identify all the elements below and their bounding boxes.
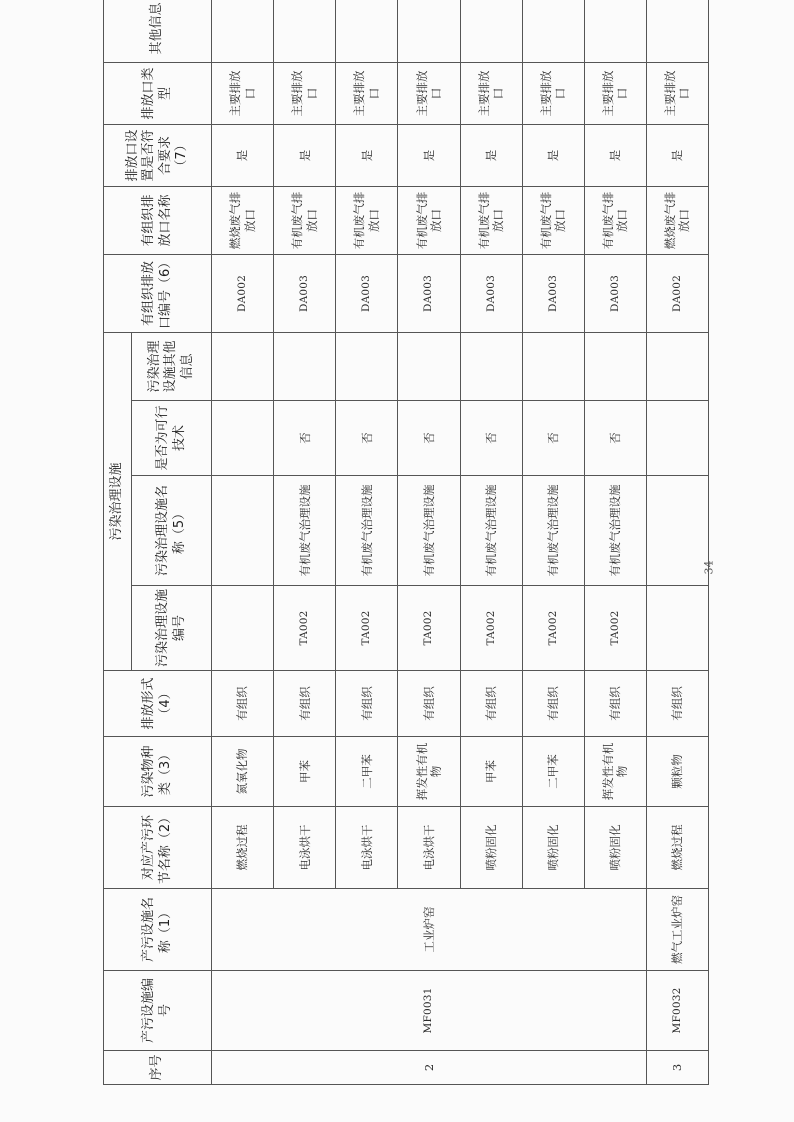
cell-extra xyxy=(274,0,336,62)
cell-treat-name: 有机废气治理设施 xyxy=(460,476,522,586)
header-seq: 序号 xyxy=(104,1051,212,1085)
cell-other-info xyxy=(212,332,274,400)
cell-compliant: 是 xyxy=(584,124,646,186)
cell-outlet-type: 主要排放口 xyxy=(584,62,646,124)
cell-pollutant: 二甲苯 xyxy=(336,737,398,807)
cell-treat-name: 有机废气治理设施 xyxy=(274,476,336,586)
cell-other-info xyxy=(584,332,646,400)
header-feasible: 是否为可行技术 xyxy=(132,401,212,476)
cell-feasible xyxy=(212,401,274,476)
cell-extra xyxy=(460,0,522,62)
cell-form: 有组织 xyxy=(522,671,584,737)
cell-form: 有组织 xyxy=(460,671,522,737)
cell-outlet-code: DA002 xyxy=(212,254,274,332)
cell-stage: 电泳烘干 xyxy=(274,807,336,889)
cell-treat-code: TA002 xyxy=(522,586,584,671)
cell-outlet-name: 燃烧废气排放口 xyxy=(646,186,708,254)
cell-outlet-code: DA003 xyxy=(584,254,646,332)
cell-feasible: 否 xyxy=(584,401,646,476)
header-row-1 xyxy=(104,0,132,1085)
cell-outlet-type: 主要排放口 xyxy=(212,62,274,124)
cell-outlet-code: DA003 xyxy=(398,254,460,332)
cell-feasible: 否 xyxy=(274,401,336,476)
cell-outlet-code: DA003 xyxy=(274,254,336,332)
cell-form: 有组织 xyxy=(646,671,708,737)
cell-pollutant: 二甲苯 xyxy=(522,737,584,807)
cell-form: 有组织 xyxy=(212,671,274,737)
cell-extra xyxy=(584,0,646,62)
table-row xyxy=(646,0,708,1085)
cell-form: 有组织 xyxy=(398,671,460,737)
header-facility-code: 产污设施编号 xyxy=(104,971,212,1051)
cell-compliant: 是 xyxy=(212,124,274,186)
header-outlet-code: 有组织排放口编号（6） xyxy=(104,254,212,332)
cell-feasible: 否 xyxy=(522,401,584,476)
cell-form: 有组织 xyxy=(336,671,398,737)
cell-stage: 电泳烘干 xyxy=(336,807,398,889)
cell-outlet-type: 主要排放口 xyxy=(522,62,584,124)
cell-outlet-code: DA003 xyxy=(522,254,584,332)
cell-treat-code: TA002 xyxy=(274,586,336,671)
header-extra: 其他信息 xyxy=(104,0,212,62)
cell-outlet-type: 主要排放口 xyxy=(274,62,336,124)
header-treat-code: 污染治理设施编号 xyxy=(132,586,212,671)
header-form: 排放形式（4） xyxy=(104,671,212,737)
cell-outlet-name: 燃烧废气排放口 xyxy=(212,186,274,254)
cell-stage: 电泳烘干 xyxy=(398,807,460,889)
table-row xyxy=(212,0,274,1085)
cell-outlet-name: 有机废气排放口 xyxy=(522,186,584,254)
cell-treat-name xyxy=(646,476,708,586)
cell-compliant: 是 xyxy=(460,124,522,186)
cell-stage: 喷粉固化 xyxy=(522,807,584,889)
cell-extra xyxy=(522,0,584,62)
cell-treat-name: 有机废气治理设施 xyxy=(336,476,398,586)
page-number: 34 xyxy=(702,560,716,575)
cell-other-info xyxy=(646,332,708,400)
cell-treat-code: TA002 xyxy=(584,586,646,671)
cell-other-info xyxy=(460,332,522,400)
header-treat-name: 污染治理设施名称（5） xyxy=(132,476,212,586)
header-stage: 对应产污环节名称（2） xyxy=(104,807,212,889)
cell-treat-code: TA002 xyxy=(460,586,522,671)
cell-treat-name: 有机废气治理设施 xyxy=(398,476,460,586)
cell-outlet-code: DA003 xyxy=(460,254,522,332)
cell-facility-code: MF0031 xyxy=(212,971,647,1051)
cell-stage: 燃烧过程 xyxy=(646,807,708,889)
cell-outlet-name: 有机废气排放口 xyxy=(460,186,522,254)
rotated-table-wrapper xyxy=(103,2,709,1085)
cell-outlet-type: 主要排放口 xyxy=(336,62,398,124)
cell-other-info xyxy=(274,332,336,400)
cell-pollutant: 挥发性有机物 xyxy=(584,737,646,807)
cell-feasible: 否 xyxy=(336,401,398,476)
cell-outlet-name: 有机废气排放口 xyxy=(584,186,646,254)
cell-treat-code xyxy=(212,586,274,671)
cell-outlet-code: DA003 xyxy=(336,254,398,332)
cell-extra xyxy=(336,0,398,62)
cell-outlet-name: 有机废气排放口 xyxy=(398,186,460,254)
cell-pollutant: 氮氧化物 xyxy=(212,737,274,807)
cell-feasible: 否 xyxy=(398,401,460,476)
cell-other-info xyxy=(336,332,398,400)
cell-compliant: 是 xyxy=(398,124,460,186)
cell-pollutant: 挥发性有机物 xyxy=(398,737,460,807)
header-other-info: 污染治理设施其他信息 xyxy=(132,332,212,400)
cell-pollutant: 甲苯 xyxy=(274,737,336,807)
pollution-facility-table xyxy=(103,0,709,1085)
cell-facility-name: 工业炉窑 xyxy=(212,889,647,971)
cell-form: 有组织 xyxy=(584,671,646,737)
cell-other-info xyxy=(522,332,584,400)
cell-treat-code: TA002 xyxy=(398,586,460,671)
header-pollutant: 污染物种类（3） xyxy=(104,737,212,807)
cell-extra xyxy=(646,0,708,62)
cell-treat-name: 有机废气治理设施 xyxy=(584,476,646,586)
cell-seq: 3 xyxy=(646,1051,708,1085)
cell-stage: 喷粉固化 xyxy=(460,807,522,889)
cell-outlet-type: 主要排放口 xyxy=(646,62,708,124)
header-group-treatment: 污染治理设施 xyxy=(104,332,132,670)
cell-treat-code: TA002 xyxy=(336,586,398,671)
cell-stage: 喷粉固化 xyxy=(584,807,646,889)
cell-outlet-name: 有机废气排放口 xyxy=(274,186,336,254)
cell-stage: 燃烧过程 xyxy=(212,807,274,889)
header-outlet-type: 排放口类型 xyxy=(104,62,212,124)
cell-outlet-type: 主要排放口 xyxy=(460,62,522,124)
cell-pollutant: 颗粒物 xyxy=(646,737,708,807)
cell-seq: 2 xyxy=(212,1051,647,1085)
cell-facility-name: 燃气工业炉窑 xyxy=(646,889,708,971)
cell-compliant: 是 xyxy=(646,124,708,186)
cell-compliant: 是 xyxy=(522,124,584,186)
header-facility-name: 产污设施名称（1） xyxy=(104,889,212,971)
cell-other-info xyxy=(398,332,460,400)
cell-outlet-name: 有机废气排放口 xyxy=(336,186,398,254)
cell-treat-name: 有机废气治理设施 xyxy=(522,476,584,586)
header-outlet-name: 有组织排放口名称 xyxy=(104,186,212,254)
cell-feasible xyxy=(646,401,708,476)
cell-compliant: 是 xyxy=(274,124,336,186)
cell-treat-name xyxy=(212,476,274,586)
cell-facility-code: MF0032 xyxy=(646,971,708,1051)
cell-treat-code xyxy=(646,586,708,671)
cell-feasible: 否 xyxy=(460,401,522,476)
header-compliant: 排放口设置是否符合要求（7） xyxy=(104,124,212,186)
cell-pollutant: 甲苯 xyxy=(460,737,522,807)
cell-extra xyxy=(212,0,274,62)
cell-compliant: 是 xyxy=(336,124,398,186)
cell-form: 有组织 xyxy=(274,671,336,737)
cell-outlet-code: DA002 xyxy=(646,254,708,332)
cell-outlet-type: 主要排放口 xyxy=(398,62,460,124)
cell-extra xyxy=(398,0,460,62)
